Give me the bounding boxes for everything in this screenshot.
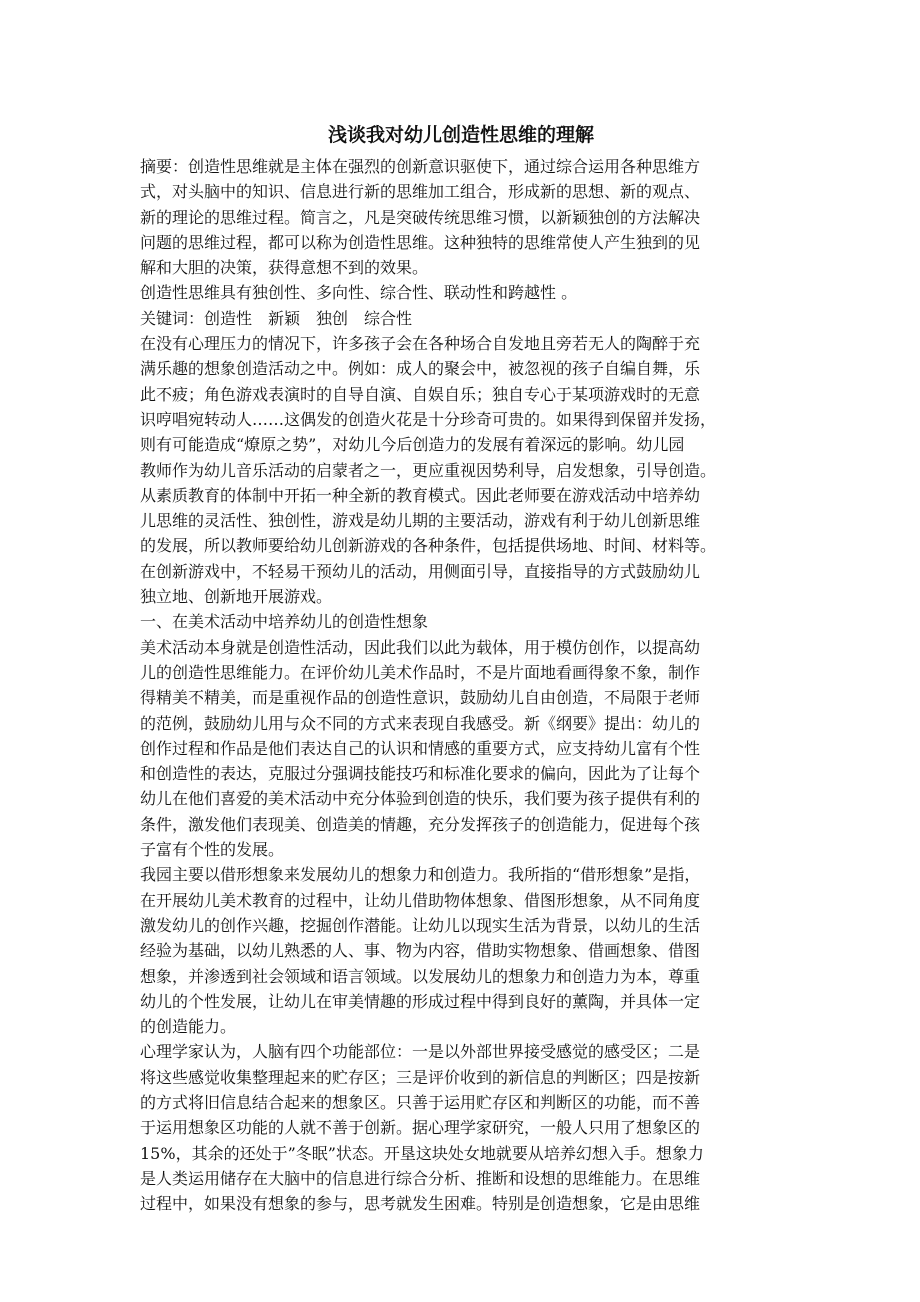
text-line: 满乐趣的想象创造活动之中。例如：成人的聚会中，被忽视的孩子自编自舞，乐	[140, 359, 701, 379]
paragraph	[140, 862, 782, 1039]
text-line: 幼儿在他们喜爱的美术活动中充分体验到创造的快乐，我们要为孩子提供有利的	[140, 789, 701, 809]
document-title: 浅谈我对幼儿创造性思维的理解	[327, 124, 594, 146]
text-line: 的范例，鼓励幼儿用与众不同的方式来表现自我感受。新《纲要》提出：幼儿的	[140, 713, 701, 733]
text-line: 心理学家认为，人脑有四个功能部位：一是以外部世界接受感觉的感受区；二是	[140, 1042, 701, 1062]
text-line: 识哼唱宛转动人……这偶发的创造火花是十分珍奇可贵的。如果得到保留并发扬，	[140, 409, 717, 429]
text-line: 幼儿的个性发展，让幼儿在审美情趣的形成过程中得到良好的薰陶，并具体一定	[140, 991, 701, 1011]
text-line: 是人类运用储存在大脑中的信息进行综合分析、推断和设想的思维能力。在思维	[140, 1168, 701, 1188]
text-line: 的方式将旧信息结合起来的想象区。只善于运用贮存区和判断区的功能，而不善	[140, 1092, 701, 1112]
text-line: 过程中，如果没有想象的参与，思考就发生困难。特别是创造想象，它是由思维	[140, 1194, 701, 1214]
paragraph	[140, 280, 782, 305]
text-line: 关键词：创造性 新颖 独创 综合性	[140, 308, 413, 328]
text-line: 想象，并渗透到社会领域和语言领域。以发展幼儿的想象力和创造力为本，尊重	[140, 966, 701, 986]
text-line: 教师作为幼儿音乐活动的启蒙者之一，更应重视因势利导，启发想象，引导创造。	[140, 460, 717, 480]
text-line: 经验为基础，以幼儿熟悉的人、事、物为内容，借助实物想象、借画想象、借图	[140, 941, 701, 961]
text-line: 儿思维的灵活性、独创性，游戏是幼儿期的主要活动，游戏有利于幼儿创新思维	[140, 511, 701, 531]
paragraph	[140, 331, 782, 609]
text-line: 我园主要以借形想象来发展幼儿的想象力和创造力。我所指的“借形想象”是指，	[140, 865, 701, 885]
text-line: 儿的创造性思维能力。在评价幼儿美术作品时，不是片面地看画得象不象，制作	[140, 662, 701, 682]
text-line: 的创造能力。	[140, 1017, 237, 1037]
text-line: 解和大胆的决策，获得意想不到的效果。	[140, 258, 429, 278]
text-line: 新的理论的思维过程。简言之，凡是突破传统思维习惯，以新颖独创的方法解决	[140, 207, 701, 227]
text-line: 于运用想象区功能的人就不善于创新。据心理学家研究，一般人只用了想象区的	[140, 1118, 701, 1138]
paragraph	[140, 609, 782, 634]
text-line: 此不疲；角色游戏表演时的自导自演、自娱自乐；独自专心于某项游戏时的无意	[140, 384, 701, 404]
text-line: 条件，激发他们表现美、创造美的情趣，充分发挥孩子的创造能力，促进每个孩	[140, 814, 701, 834]
text-line: 创作过程和作品是他们表达自己的认识和情感的重要方式，应支持幼儿富有个性	[140, 738, 701, 758]
text-line: 激发幼儿的创作兴趣，挖掘创作潜能。让幼儿以现实生活为背景，以幼儿的生活	[140, 915, 701, 935]
text-line: 15%，其余的还处于”冬眠”状态。开垦这块处女地就要从培养幻想入手。想象力	[140, 1143, 704, 1163]
text-line: 在开展幼儿美术教育的过程中，让幼儿借助物体想象、借图形想象，从不同角度	[140, 890, 701, 910]
paragraph	[140, 154, 782, 280]
text-line: 和创造性的表达，克服过分强调技能技巧和标准化要求的偏向，因此为了让每个	[140, 764, 701, 784]
text-line: 式，对头脑中的知识、信息进行新的思维加工组合，形成新的思想、新的观点、	[140, 182, 701, 202]
text-line: 得精美不精美，而是重视作品的创造性意识，鼓励幼儿自由创造，不局限于老师	[140, 688, 701, 708]
paragraph	[140, 635, 782, 863]
text-line: 在没有心理压力的情况下，许多孩子会在各种场合自发地且旁若无人的陶醉于充	[140, 334, 701, 354]
text-line: 摘要：创造性思维就是主体在强烈的创新意识驱使下，通过综合运用各种思维方	[140, 157, 701, 176]
text-line: 子富有个性的发展。	[140, 840, 285, 860]
text-line: 一、在美术活动中培养幼儿的创造性想象	[140, 612, 429, 632]
text-line: 独立地、创新地开展游戏。	[140, 587, 333, 607]
paragraph	[140, 1039, 782, 1216]
document-body	[140, 154, 782, 1216]
text-line: 创造性思维具有独创性、多向性、综合性、联动性和跨越性 。	[140, 283, 578, 303]
paragraph	[140, 306, 782, 331]
text-line: 在创新游戏中，不轻易干预幼儿的活动，用侧面引导，直接指导的方式鼓励幼儿	[140, 561, 701, 581]
text-line: 美术活动本身就是创造性活动，因此我们以此为载体，用于模仿创作，以提高幼	[140, 637, 701, 657]
text-line: 则有可能造成“燎原之势”，对幼儿今后创造力的发展有着深远的影响。幼儿园	[140, 435, 685, 455]
text-line: 的发展，所以教师要给幼儿创新游戏的各种条件，包括提供场地、时间、材料等。	[140, 536, 717, 556]
text-line: 将这些感觉收集整理起来的贮存区；三是评价收到的新信息的判断区；四是按新	[140, 1067, 701, 1087]
document-page	[140, 120, 782, 1216]
text-line: 问题的思维过程，都可以称为创造性思维。这种独特的思维常使人产生独到的见	[140, 232, 701, 252]
text-line: 从素质教育的体制中开拓一种全新的教育模式。因此老师要在游戏活动中培养幼	[140, 485, 701, 505]
